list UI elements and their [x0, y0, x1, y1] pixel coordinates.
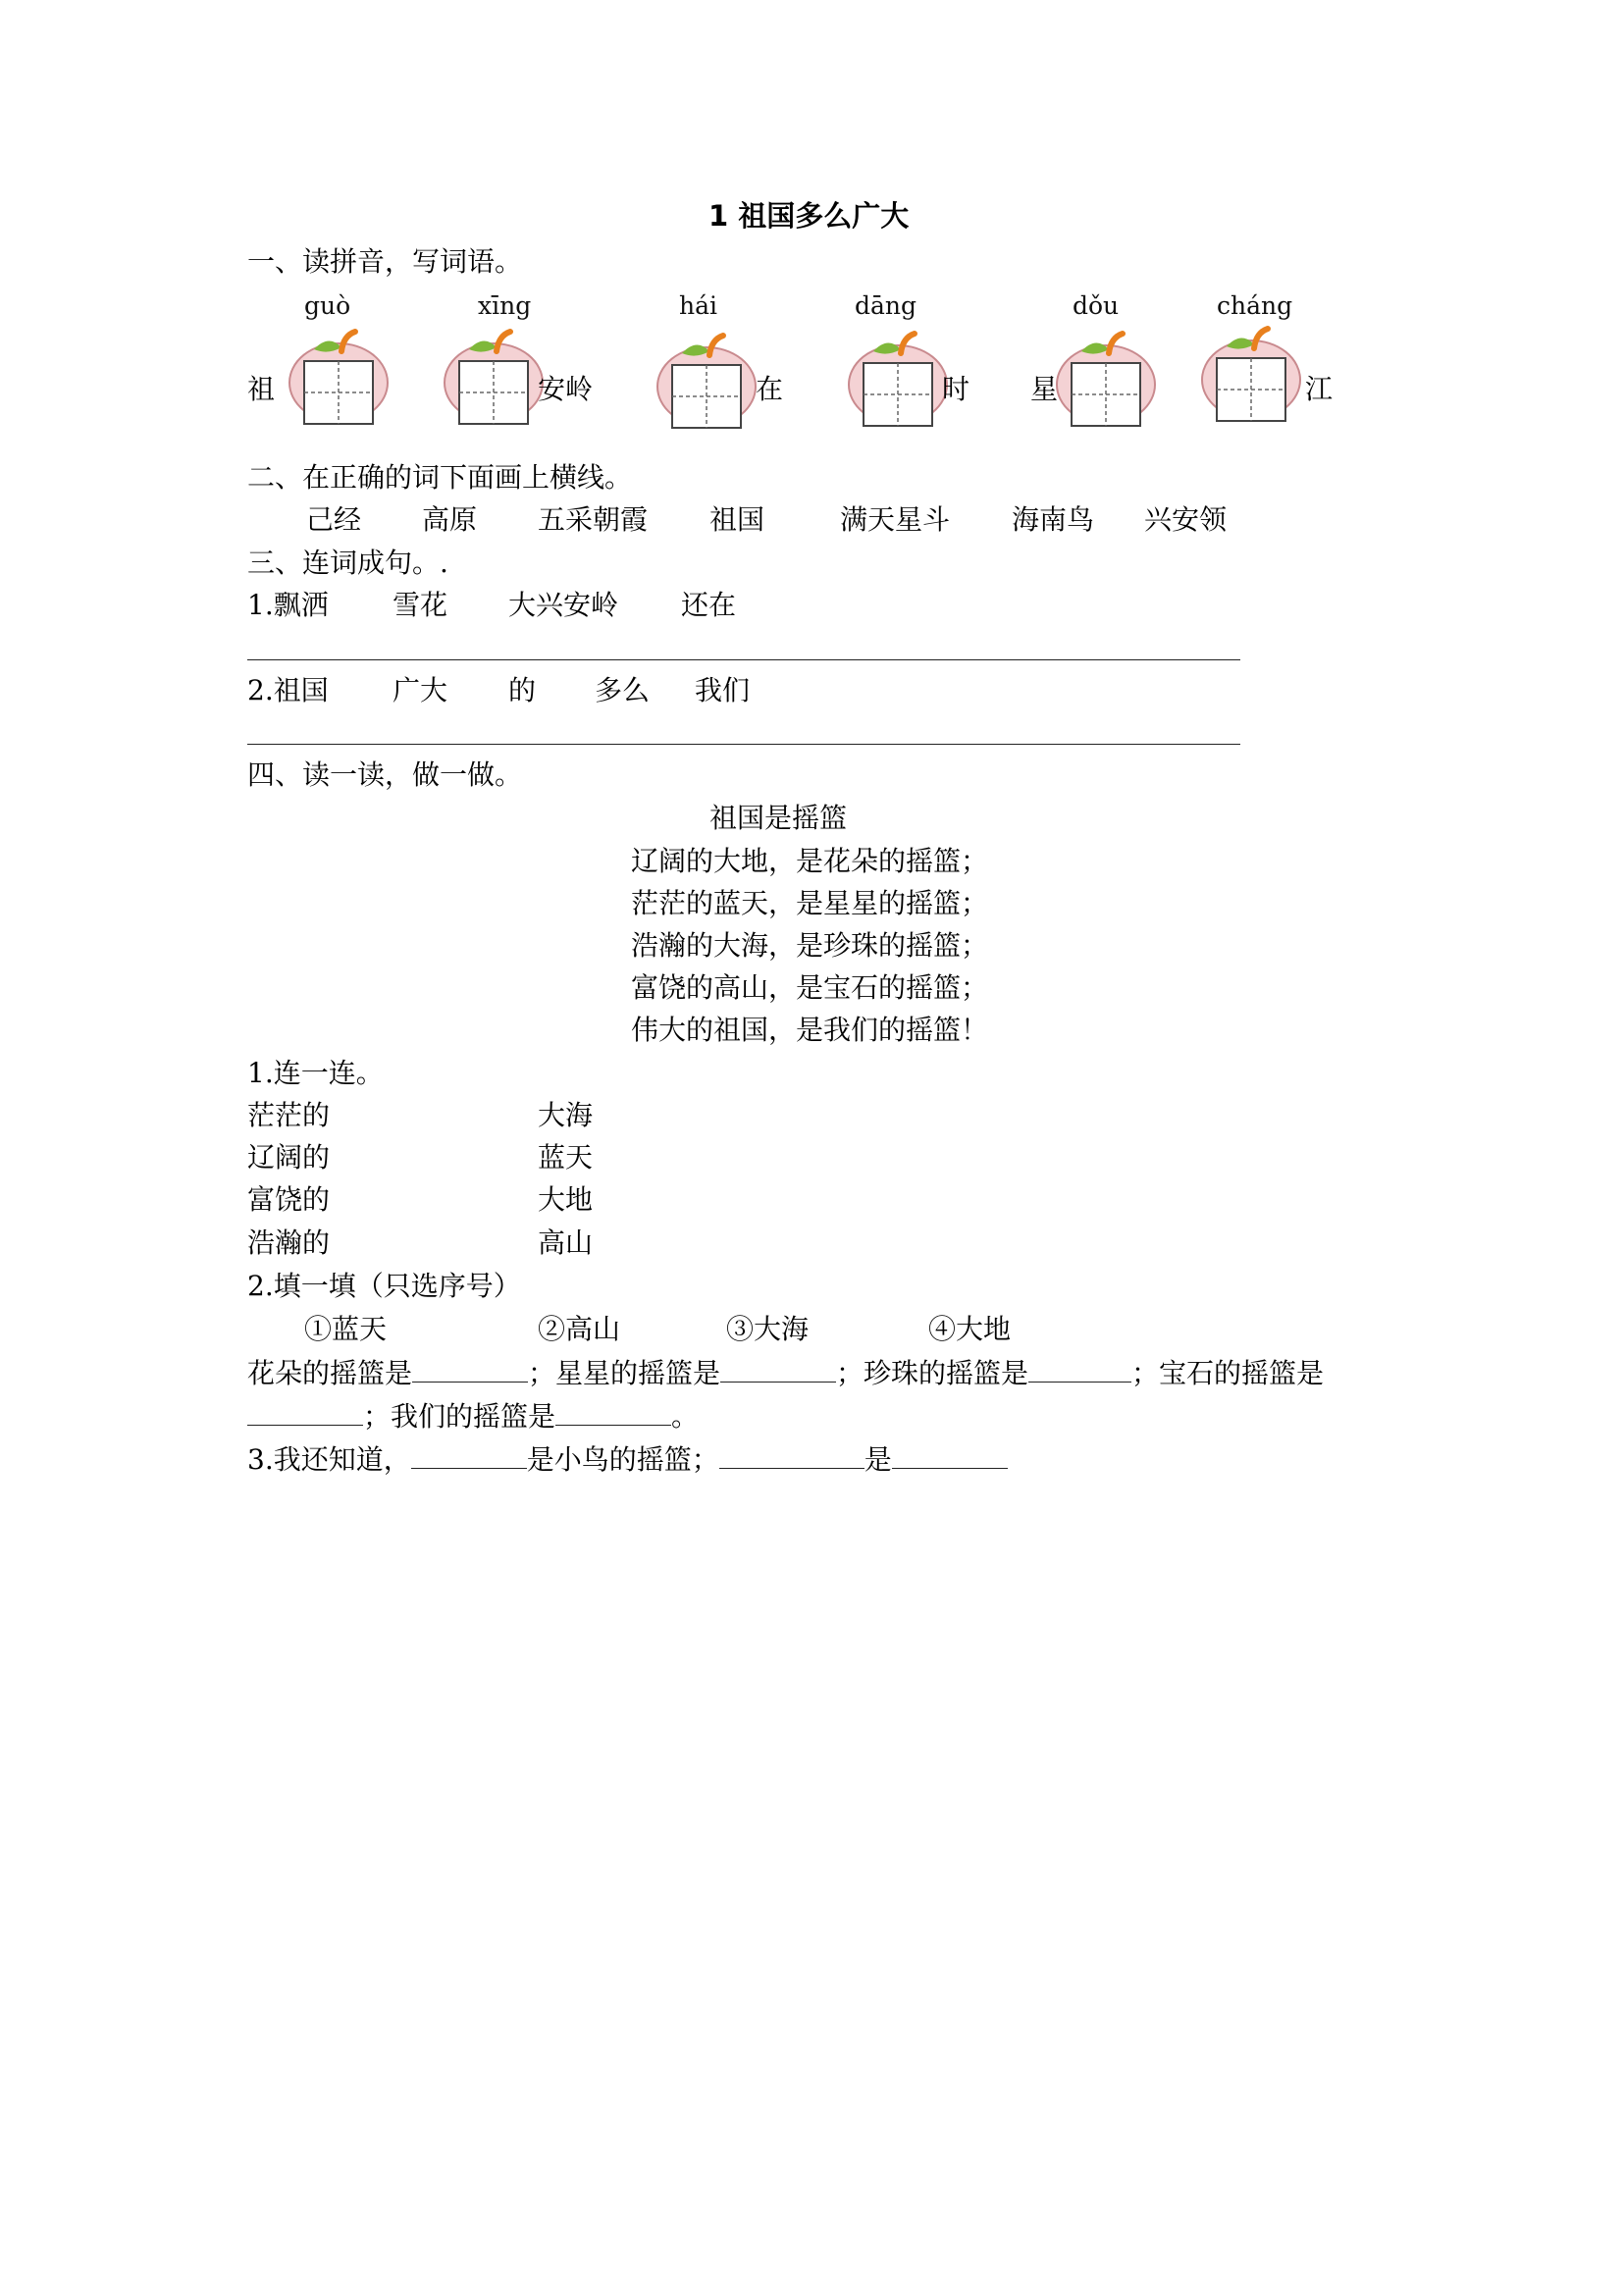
q2-word: 广大	[393, 674, 448, 706]
fill-text: ；宝石的摇篮是	[1131, 1357, 1325, 1389]
char-xing: 星	[1030, 373, 1059, 405]
apple-writing-box-1[interactable]	[285, 322, 393, 430]
match-left-item[interactable]: 茫茫的	[247, 1099, 331, 1131]
poem-line: 浩瀚的大海，是珍珠的摇篮；	[631, 929, 989, 962]
word-option[interactable]: 海南鸟	[1012, 503, 1095, 536]
section4-heading: 四、读一读，做一做。	[247, 758, 523, 791]
pinyin-2: xīng	[478, 291, 532, 320]
match-left-item[interactable]: 辽阔的	[247, 1141, 331, 1174]
match-right-item[interactable]: 大地	[538, 1183, 594, 1216]
fill-text: 。	[671, 1400, 700, 1433]
match-heading: 1.连一连。	[247, 1057, 384, 1089]
fill-line-2	[247, 1399, 699, 1434]
section1-heading: 一、读拼音，写词语。	[247, 245, 523, 278]
fill-blank[interactable]	[1028, 1356, 1131, 1383]
section3-heading: 三、连词成句。.	[247, 547, 448, 579]
apple-writing-box-2[interactable]	[440, 322, 548, 430]
fill-blank[interactable]	[411, 1442, 527, 1469]
pinyin-5: dǒu	[1073, 291, 1120, 320]
fill-text: ；珍珠的摇篮是	[836, 1357, 1029, 1389]
match-left-item[interactable]: 浩瀚的	[247, 1226, 331, 1259]
word-option[interactable]: 己经	[306, 503, 362, 536]
fill-blank[interactable]	[892, 1442, 1008, 1469]
fill-text: ；我们的摇篮是	[363, 1400, 556, 1433]
option-1: ①蓝天	[304, 1313, 388, 1345]
apple-writing-box-3[interactable]	[653, 326, 760, 434]
fill-blank[interactable]	[719, 1442, 864, 1469]
q1-word: 1.飘洒	[247, 589, 329, 621]
q1-word: 雪花	[393, 589, 448, 621]
q2-word: 我们	[695, 674, 751, 706]
fill-blank[interactable]	[412, 1356, 528, 1383]
poem-line: 辽阔的大地，是花朵的摇篮；	[631, 845, 989, 877]
q1-word: 还在	[681, 589, 737, 621]
apple-writing-box-4[interactable]	[844, 324, 952, 432]
char-jiang: 江	[1305, 373, 1334, 405]
apple-writing-box-5[interactable]	[1052, 324, 1160, 432]
q3-text: 是小鸟的摇篮；	[526, 1443, 719, 1476]
option-3: ③大海	[726, 1313, 810, 1345]
fill-blank[interactable]	[247, 1399, 363, 1426]
poem-line: 茫茫的蓝天，是星星的摇篮；	[631, 887, 989, 919]
word-option[interactable]: 五采朝霞	[538, 503, 649, 536]
char-zu: 祖	[247, 373, 276, 405]
pinyin-4: dāng	[855, 291, 917, 320]
char-anling: 安岭	[538, 373, 594, 405]
page-title: 1 祖国多么广大	[708, 199, 910, 233]
fill-blank[interactable]	[720, 1356, 836, 1383]
match-right-item[interactable]: 蓝天	[538, 1141, 594, 1174]
char-shi: 时	[942, 373, 970, 405]
poem-title: 祖国是摇篮	[709, 802, 848, 834]
fill-line-1	[247, 1356, 1324, 1390]
q3-line	[247, 1442, 1008, 1477]
word-option[interactable]: 祖国	[709, 503, 765, 536]
word-option[interactable]: 兴安领	[1144, 503, 1228, 536]
word-option[interactable]: 满天星斗	[840, 503, 951, 536]
char-zai: 在	[756, 373, 784, 405]
option-4: ④大地	[928, 1313, 1012, 1345]
answer-line-2[interactable]	[247, 744, 1240, 745]
fill-heading: 2.填一填（只选序号）	[247, 1270, 521, 1302]
section2-heading: 二、在正确的词下面画上横线。	[247, 461, 633, 494]
fill-blank[interactable]	[555, 1399, 671, 1426]
q3-text: 是	[864, 1443, 892, 1476]
pinyin-3: hái	[679, 291, 718, 320]
match-right-item[interactable]: 高山	[538, 1226, 594, 1259]
match-right-item[interactable]: 大海	[538, 1099, 594, 1131]
answer-line-1[interactable]	[247, 659, 1240, 660]
pinyin-1: guò	[304, 291, 351, 320]
match-left-item[interactable]: 富饶的	[247, 1183, 331, 1216]
q2-word: 的	[508, 674, 537, 706]
q2-word: 2.祖国	[247, 674, 329, 706]
poem-line: 伟大的祖国，是我们的摇篮！	[631, 1014, 989, 1046]
apple-writing-box-6[interactable]	[1197, 319, 1305, 427]
word-option[interactable]: 高原	[422, 503, 478, 536]
option-2: ②高山	[538, 1313, 621, 1345]
pinyin-6: cháng	[1217, 291, 1293, 320]
q3-text: 3.我还知道，	[247, 1443, 411, 1476]
fill-text: ；星星的摇篮是	[528, 1357, 721, 1389]
fill-text: 花朵的摇篮是	[247, 1357, 413, 1389]
poem-line: 富饶的高山，是宝石的摇篮；	[631, 971, 989, 1004]
q2-word: 多么	[595, 674, 651, 706]
q1-word: 大兴安岭	[508, 589, 619, 621]
